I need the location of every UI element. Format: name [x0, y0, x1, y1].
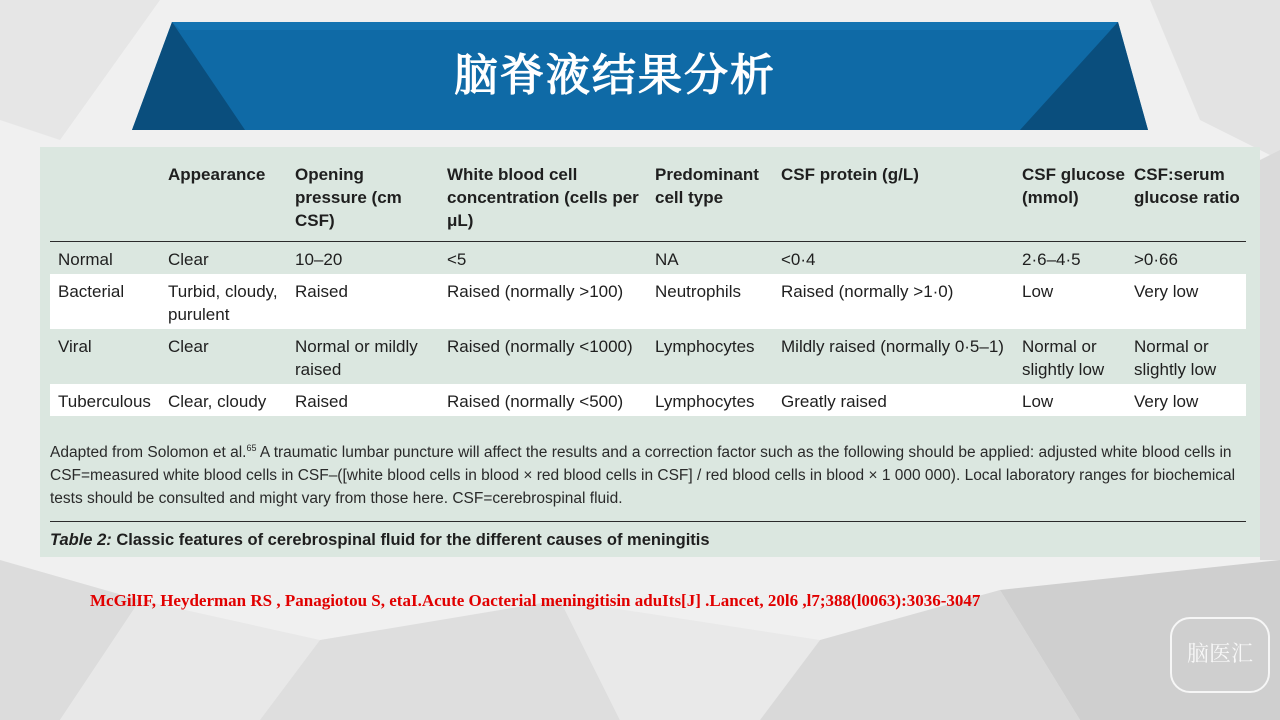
- table-cell: Lymphocytes: [655, 392, 755, 411]
- caption-label: Table 2:: [50, 531, 112, 549]
- table-cell: Low: [1022, 282, 1054, 301]
- table-caption: [50, 529, 1246, 551]
- table-cell: <0·4: [781, 250, 816, 269]
- table-cell: Raised (normally <1000): [447, 337, 633, 356]
- table-cell: Raised (normally <500): [447, 392, 624, 411]
- footnote-text: A traumatic lumbar puncture will affect the results and a correction factor such as the following should be applied: adjusted white blood cells in CSF=measured white blood cells in CSF–([white blood cells in blood × red blood cells in CSF] / red blood cells in blood × 1 000 000). Local laboratory ranges for biochemical tests should be consulted and might vary from those here. CSF=cerebrospinal fluid.: [50, 444, 1236, 508]
- header-cell-appearance: Appearance: [168, 165, 266, 184]
- page-title: 脑脊液结果分析: [454, 50, 776, 101]
- table-cell: Clear: [168, 337, 209, 356]
- table-cell: Raised (normally >100): [447, 282, 624, 301]
- footnote-prefix: Adapted from Solomon et al.: [50, 444, 247, 462]
- table-cell: Lymphocytes: [655, 337, 755, 356]
- table-cell: Viral: [58, 337, 92, 356]
- table-cell: Bacterial: [58, 282, 125, 301]
- table-cell: Clear: [168, 250, 209, 269]
- table-cell: Normal or mildly raised: [295, 337, 418, 379]
- table-cell: Mildly raised (normally 0·5–1): [781, 337, 1004, 356]
- header-cell-opening-pressure: Opening pressure (cm CSF): [295, 165, 402, 230]
- table-panel: [40, 147, 1260, 557]
- footnote-ref: 65: [246, 443, 257, 453]
- table-footnote: [50, 437, 1250, 510]
- table-row-viral: [50, 329, 1246, 384]
- header-cell-cell-type: Predominant cell type: [655, 165, 759, 207]
- table-cell: Raised (normally >1·0): [781, 282, 954, 301]
- table-cell: 2·6–4·5: [1022, 250, 1081, 269]
- header-cell-glucose-ratio: CSF:serum glucose ratio: [1134, 165, 1240, 207]
- header-cell-glucose: CSF glucose (mmol): [1022, 165, 1125, 207]
- caption-text: Classic features of cerebrospinal fluid for the different causes of meningitis: [111, 531, 710, 549]
- table-header: [50, 147, 1246, 242]
- table-cell: Raised: [295, 282, 348, 301]
- table-cell: <5: [447, 250, 467, 269]
- caption-divider: [50, 521, 1246, 522]
- table-row-bacterial: [50, 274, 1246, 329]
- table-row-tuberculous: [50, 384, 1246, 416]
- table-cell: Turbid, cloudy, purulent: [168, 282, 278, 324]
- table-cell: NA: [655, 250, 679, 269]
- table-row-normal: [50, 242, 1246, 274]
- table-cell: Very low: [1134, 282, 1199, 301]
- header-cell-wbc: White blood cell concentration (cells per μL): [447, 165, 639, 230]
- table-cell: Normal or slightly low: [1022, 337, 1105, 379]
- table-cell: Tuberculous: [58, 392, 151, 411]
- header-cell-protein: CSF protein (g/L): [781, 165, 919, 184]
- table-cell: 10–20: [295, 250, 343, 269]
- citation-reference: McGilIF, Heyderman RS , Panagiotou S, etaI.Acute Oacterial meningitisin aduIts[J] .Lancet, 20l6 ,l7;388(l0063):3036-3047: [90, 591, 981, 610]
- table-cell: Very low: [1134, 392, 1199, 411]
- table-cell: Greatly raised: [781, 392, 887, 411]
- table-cell: Normal or slightly low: [1134, 337, 1217, 379]
- table-cell: Low: [1022, 392, 1054, 411]
- table-cell: Neutrophils: [655, 282, 741, 301]
- table-cell: Normal: [58, 250, 113, 269]
- table-cell: >0·66: [1134, 250, 1178, 269]
- table-cell: Raised: [295, 392, 348, 411]
- table-cell: Clear, cloudy: [168, 392, 267, 411]
- watermark-logo: 脑医汇: [1170, 617, 1270, 693]
